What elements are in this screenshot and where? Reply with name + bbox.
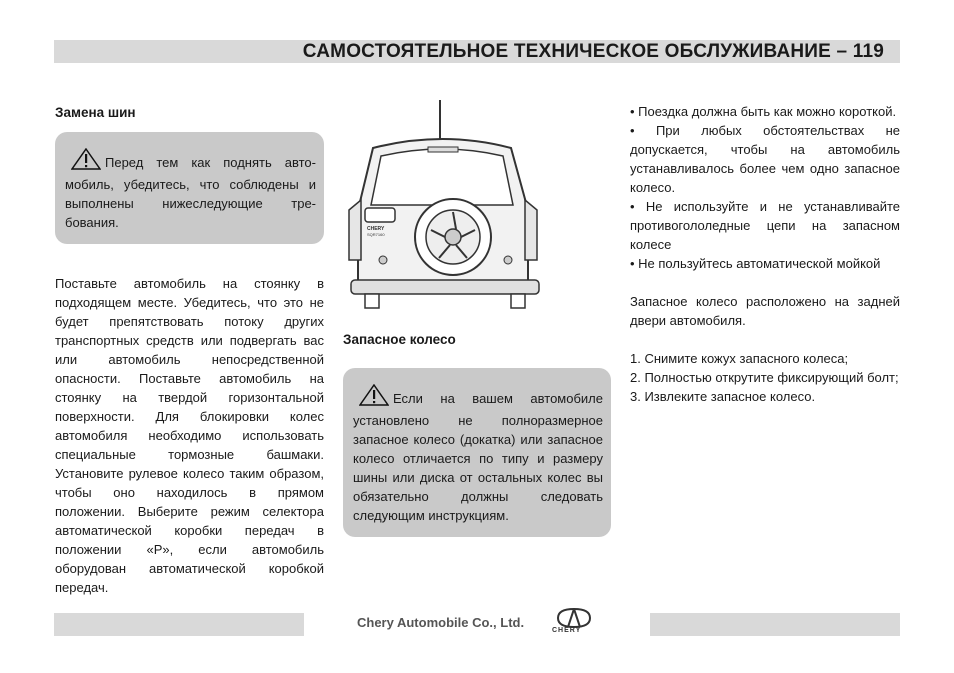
footer-company: Chery Automobile Co., Ltd. <box>357 615 525 630</box>
section-heading-spare-wheel: Запасное колесо <box>343 332 456 347</box>
bullet-list <box>630 102 900 273</box>
warning-triangle-icon <box>71 148 101 175</box>
parking-instructions: Поставьте автомобиль на стоянку в подходящем месте. Убедитесь, что это не будет препятствовать потоку других транспортных средств или подвергать вас или автомобиль непосредственной опасности. Поставьте автомобиль на стоянку на твердой горизонтальной поверхности. Для блокировки колес автомобиля необходимо использовать специальные тормозные башмаки. Установите рулевое колесо таким образом, чтобы оно находилось в прямом положении. Выберите режим селектора автоматической коробки передач в положении «P», если автомобиль оборудован автоматической коробкой передач. <box>55 276 324 595</box>
warning-box-tire <box>55 132 324 244</box>
step-item: 3. Извлеките запасное колесо. <box>630 389 816 404</box>
step-item: 1. Снимите кожух запасного колеса; <box>630 351 849 366</box>
warning-box-spare <box>343 368 611 537</box>
list-item: • Поездка должна быть как можно короткой. <box>630 104 897 119</box>
right-column <box>630 102 900 406</box>
spare-location-text: Запасное колесо расположено на задней двери автомобиля. <box>630 294 900 328</box>
steps-list <box>630 349 900 406</box>
car-rear-illustration <box>343 100 548 316</box>
list-item: • Не используйте и не устанавливайте противогололедные цепи на запасном колесе <box>630 199 900 252</box>
footer-bar-right <box>650 613 900 636</box>
page-title: САМОСТОЯТЕЛЬНОЕ ТЕХНИЧЕСКОЕ ОБСЛУЖИВАНИЕ – 119 <box>302 41 884 62</box>
footer-bar-left <box>54 613 304 636</box>
list-item: • Не пользуйтесь автоматической мойкой <box>630 256 881 271</box>
step-item: 2. Полностью открутите фиксирующий болт; <box>630 370 899 385</box>
warning-text-spare: Если на вашем автомобиле установлено не полноразмерное запасное колесо (докатка) или запасное колесо отличается по типу и размеру шины или диска от остальных колес вы обязательно должны следовать следующим инструкциям. <box>353 391 603 523</box>
left-column <box>55 103 324 597</box>
list-item: • При любых обстоятельствах не допускается, чтобы на автомобиль устанавливалось более чем одно запасное колесо. <box>630 123 900 195</box>
rear-badge-model: SQR7160 <box>367 232 385 237</box>
section-heading-tire-change: Замена шин <box>55 105 136 120</box>
rear-badge: CHERY <box>367 226 385 232</box>
warning-text-tire: Перед тем как поднять авто-мобиль, убедитесь, что соблюдены и выполнены нижеследующие тре-бования. <box>65 155 316 230</box>
logo-wordmark: CHERY <box>552 627 582 634</box>
warning-triangle-icon <box>359 384 389 411</box>
middle-column <box>343 330 611 567</box>
